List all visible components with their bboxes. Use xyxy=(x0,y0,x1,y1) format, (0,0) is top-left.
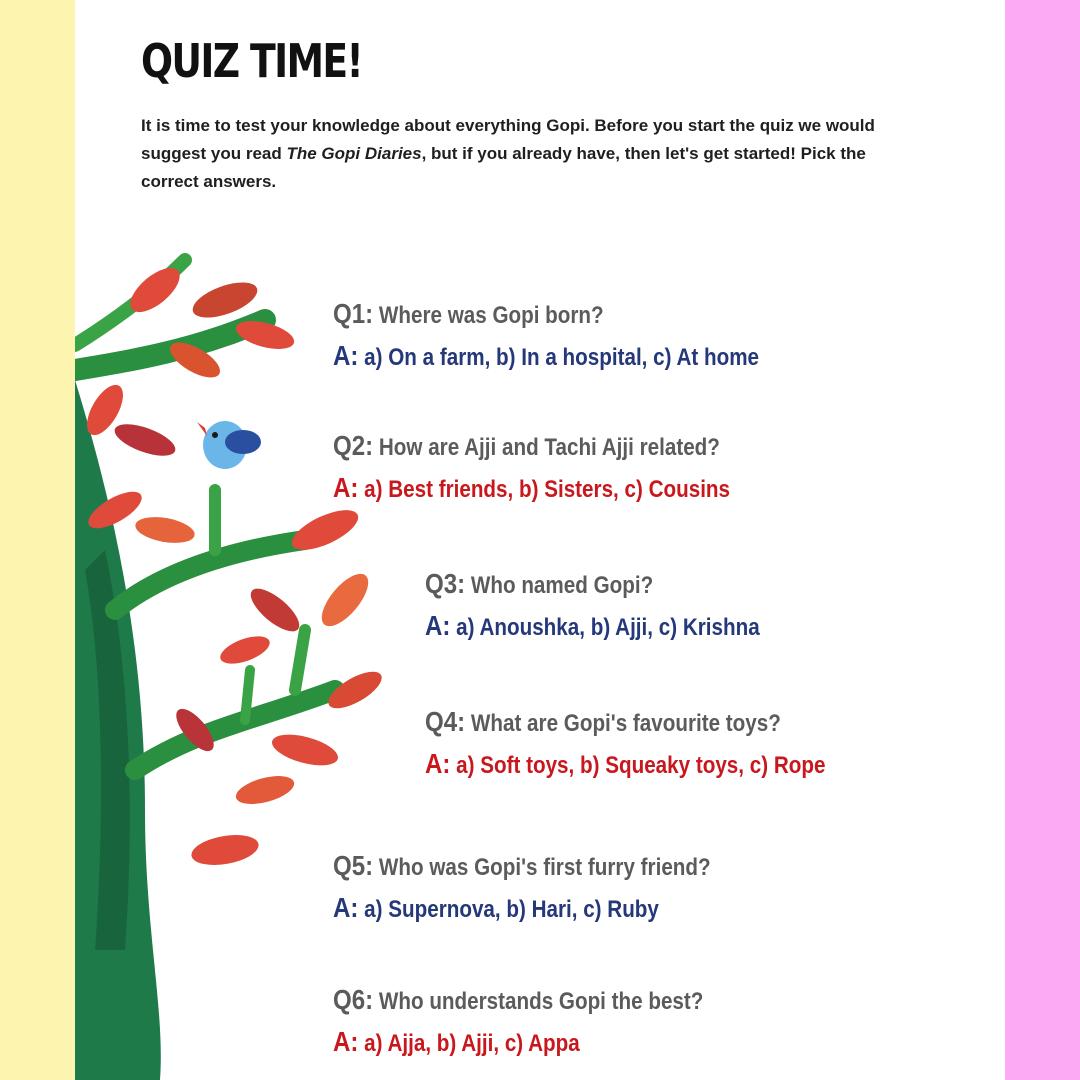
branch-twig-3 xyxy=(245,670,250,720)
bird-illustration xyxy=(197,421,261,469)
page-title: QUIZ TIME! xyxy=(141,34,363,88)
right-pink-stripe xyxy=(1005,0,1080,1080)
question-1-text: Q1: Where was Gopi born? xyxy=(333,298,604,329)
intro-text-start: It is time to test your knowledge about everything Gopi. Before you start the quiz we would suggest you read xyxy=(141,116,875,163)
answer-6-options: A: a) Ajja, b) Ajji, c) Appa xyxy=(333,1026,580,1057)
question-5 xyxy=(333,850,772,924)
question-4-text: Q4: What are Gopi's favourite toys? xyxy=(425,706,781,737)
question-1 xyxy=(333,298,828,372)
answer-5-label: A: xyxy=(333,892,359,923)
intro-text-end: , but if you already have, then let's get started! Pick the correct answers. xyxy=(141,144,866,191)
question-3-label: Q3: xyxy=(425,568,466,599)
question-6-label: Q6: xyxy=(333,984,374,1015)
question-2-label: Q2: xyxy=(333,430,374,461)
intro-paragraph xyxy=(141,112,911,196)
question-4-label: Q4: xyxy=(425,706,466,737)
branch-twig-2 xyxy=(295,630,305,690)
tree-illustration xyxy=(75,250,405,1080)
answer-3-options: A: a) Anoushka, b) Ajji, c) Krishna xyxy=(425,610,760,641)
question-5-label: Q5: xyxy=(333,850,374,881)
question-6-text: Q6: Who understands Gopi the best? xyxy=(333,984,704,1015)
answer-2-options: A: a) Best friends, b) Sisters, c) Cousins xyxy=(333,472,731,503)
question-4 xyxy=(425,706,891,780)
answer-3-label: A: xyxy=(425,610,451,641)
answer-1-label: A: xyxy=(333,340,359,371)
question-3 xyxy=(425,568,814,642)
answer-5-options: A: a) Supernova, b) Hari, c) Ruby xyxy=(333,892,659,923)
question-1-label: Q1: xyxy=(333,298,374,329)
question-5-text: Q5: Who was Gopi's first furry friend? xyxy=(333,850,711,881)
question-2 xyxy=(333,430,795,504)
answer-1-options: A: a) On a farm, b) In a hospital, c) At home xyxy=(333,340,760,371)
question-6 xyxy=(333,984,764,1058)
quiz-page xyxy=(75,0,1005,1080)
answer-2-label: A: xyxy=(333,472,359,503)
question-3-text: Q3: Who named Gopi? xyxy=(425,568,654,599)
answer-4-label: A: xyxy=(425,748,451,779)
question-2-text: Q2: How are Ajji and Tachi Ajji related? xyxy=(333,430,720,461)
left-yellow-stripe xyxy=(0,0,75,1080)
answer-4-options: A: a) Soft toys, b) Squeaky toys, c) Rope xyxy=(425,748,826,779)
book-title: The Gopi Diaries xyxy=(286,144,422,163)
answer-6-label: A: xyxy=(333,1026,359,1057)
